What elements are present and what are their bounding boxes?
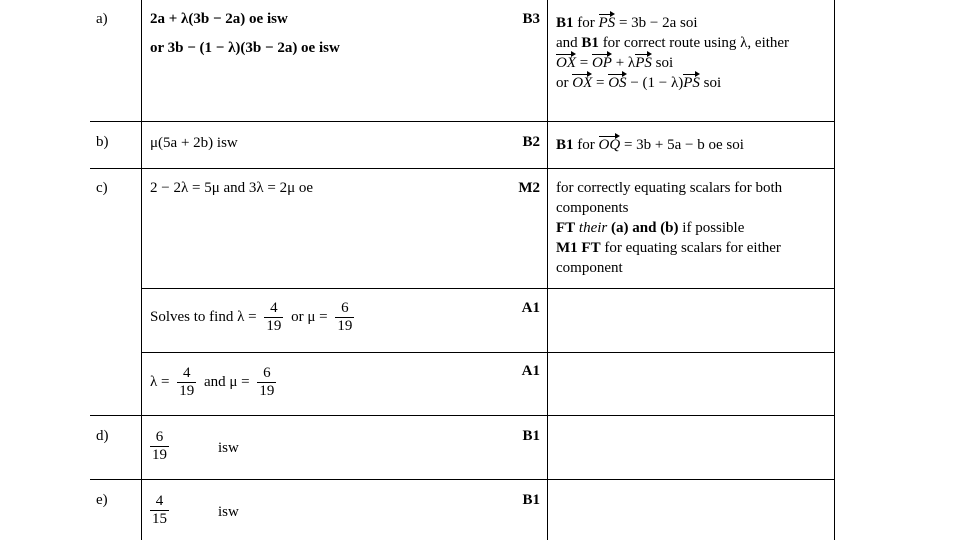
answer-d-note: isw xyxy=(218,440,239,456)
mark-b: B2 xyxy=(522,134,540,150)
answer-e-note: isw xyxy=(218,504,239,520)
row-divider xyxy=(90,121,835,122)
guidance-a-line1: B1 for PS = 3b − 2a soi xyxy=(556,15,698,31)
guidance-c-line1: for correctly equating scalars for both xyxy=(556,180,783,196)
row-divider xyxy=(141,352,835,353)
answer-c-values: λ = $\frac{4}{19}$ and μ = $\frac{6}{19}$ xyxy=(150,365,275,399)
row-divider xyxy=(90,479,835,480)
guidance-a-line2: and B1 for correct route using λ, either xyxy=(556,35,790,51)
mark-c-values: A1 xyxy=(521,363,540,379)
row-divider xyxy=(90,415,835,416)
fraction-lambda: $\frac{4}{19}$ xyxy=(179,365,195,399)
guidance-a xyxy=(556,13,826,93)
part-label-b: b) xyxy=(96,134,109,150)
mark-a: B3 xyxy=(522,11,540,27)
answer-a-line2: or 3b − (1 − λ)(3b − 2a) oe isw xyxy=(150,40,340,56)
mark-c: M2 xyxy=(518,180,540,196)
part-label-c: c) xyxy=(96,180,108,196)
fraction-mu: $\frac{6}{19}$ xyxy=(259,365,275,399)
guidance-c-line5: component xyxy=(556,260,623,276)
answer-c-solve: Solves to find λ = $\frac{4}{19}$ or μ = $\frac{6}{19}$ xyxy=(150,300,353,334)
part-label-a: a) xyxy=(96,11,108,27)
mark-e: B1 xyxy=(522,492,540,508)
answer-b: μ(5a + 2b) isw xyxy=(150,135,238,151)
guidance-c-line2: components xyxy=(556,200,629,216)
column-divider xyxy=(141,0,142,540)
guidance-b: B1 for OQ = 3b + 5a − b oe soi xyxy=(556,137,744,153)
answer-e xyxy=(146,493,173,528)
mark-d: B1 xyxy=(522,428,540,444)
guidance-c-line4: M1 FT for equating scalars for either xyxy=(556,240,781,256)
fraction-e: $\frac{4}{15}$ xyxy=(152,493,167,527)
mark-c-solve: A1 xyxy=(521,300,540,316)
guidance-c-line3: FT their (a) and (b) if possible xyxy=(556,220,745,236)
row-divider xyxy=(90,168,835,169)
fraction-mu: $\frac{6}{19}$ xyxy=(337,300,353,334)
row-divider xyxy=(141,288,835,289)
part-label-d: d) xyxy=(96,428,109,444)
column-divider xyxy=(547,0,548,540)
fraction-d: $\frac{6}{19}$ xyxy=(152,429,167,463)
part-label-e: e) xyxy=(96,492,108,508)
column-divider xyxy=(834,0,835,540)
guidance-a-line3: OX = OP + λPS soi xyxy=(556,55,674,71)
answer-a-line1: 2a + λ(3b − 2a) oe isw xyxy=(150,11,288,27)
answer-d xyxy=(146,429,173,464)
guidance-c xyxy=(556,178,826,278)
answer-c: 2 − 2λ = 5μ and 3λ = 2μ oe xyxy=(150,180,314,196)
fraction-lambda: $\frac{4}{19}$ xyxy=(266,300,282,334)
guidance-a-line4: or OX = OS − (1 − λ)PS soi xyxy=(556,75,722,91)
